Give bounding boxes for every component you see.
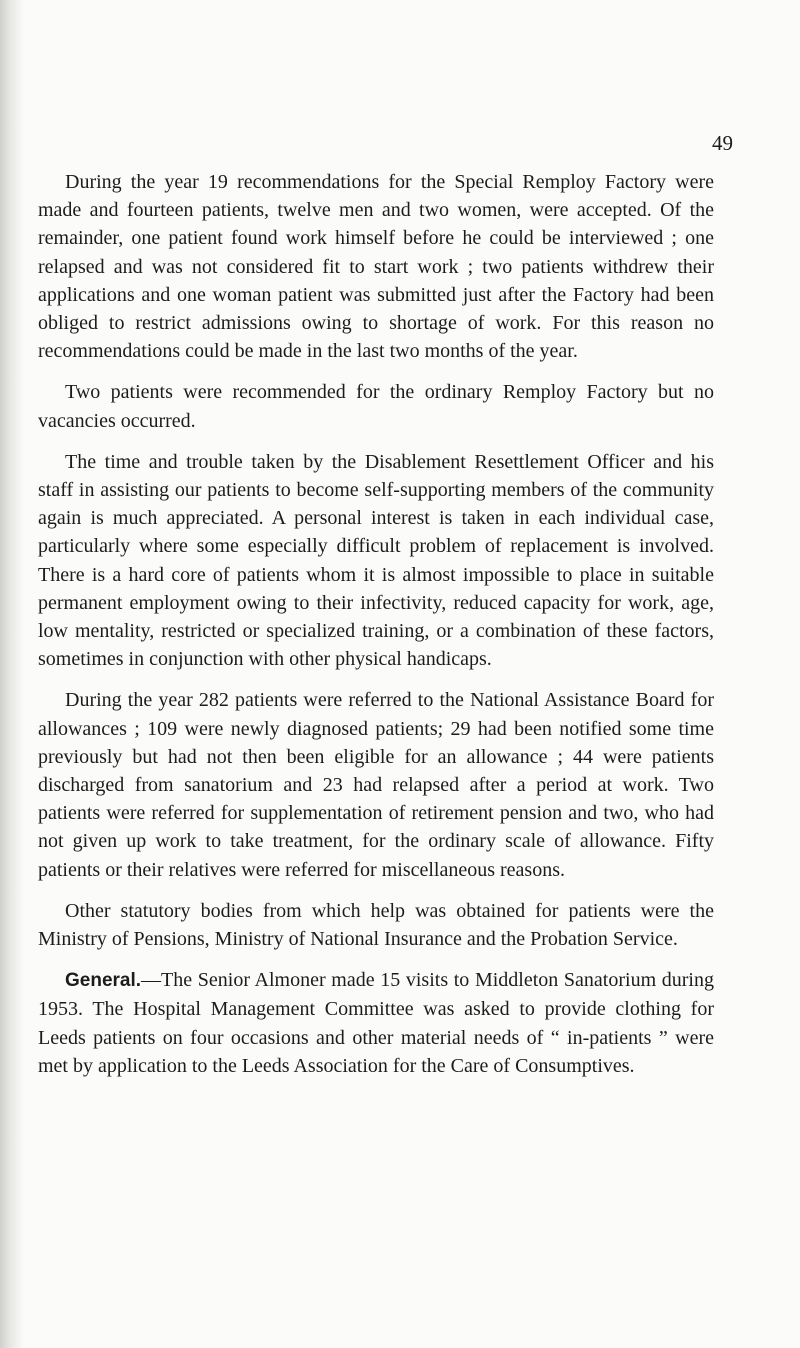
paragraph-general bbox=[38, 966, 714, 1080]
paragraph-statutory-bodies: Other statutory bodies from which help was obtained for patients were the Ministry of Pensions, Ministry of National Insurance and the Probation Service. bbox=[38, 899, 714, 951]
page-number: 49 bbox=[712, 131, 733, 155]
general-text: —The Senior Almoner made 15 visits to Middleton Sanatorium during 1953. The Hospital Management Committee was asked to provide clothing for Leeds patients on four occasions and other material needs of “ in-patients ” were met by application to the Leeds Association for the Care of Consumptives. bbox=[38, 969, 714, 1077]
document-body bbox=[38, 168, 714, 1093]
paragraph-remploy-special: During the year 19 recommendations for the Special Remploy Factory were made and fourteen patients, twelve men and two women, were accepted. Of the remainder, one patient found work himself before he could be interviewed ; one relapsed and was not considered fit to start work ; two patients withdrew their applications and one woman patient was submitted just after the Factory had been obliged to restrict admissions owing to shortage of work. For this reason no recommendations could be made in the last two months of the year. bbox=[38, 171, 714, 363]
paragraph-national-assistance: During the year 282 patients were referred to the National Assistance Board for allowances ; 109 were newly diagnosed patients; 29 had been notified some time previously but had not then been eligible for an allowance ; 44 were patients discharged from sanatorium and 23 had relapsed after a period at work. Two patients were referred for supplementation of retirement pension and two, who had not given up work to take treatment, for the ordinary scale of allowance. Fifty patients or their relatives were referred for miscellaneous reasons. bbox=[38, 689, 714, 881]
page-binding-edge bbox=[0, 0, 24, 1348]
paragraph-resettlement-officer: The time and trouble taken by the Disablement Resettlement Officer and his staff in assisting our patients to become self-supporting members of the community again is much appreciated. A personal interest is taken in each individual case, particularly where some especially difficult problem of replacement is involved. There is a hard core of patients whom it is almost impossible to place in suitable permanent employment owing to their infectivity, reduced capacity for work, age, low mentality, restricted or specialized training, or a combination of these factors, sometimes in conjunction with other physical handicaps. bbox=[38, 450, 714, 671]
paragraph-remploy-ordinary: Two patients were recommended for the ordinary Remploy Factory but no vacancies occurred. bbox=[38, 381, 714, 432]
section-heading-general: General. bbox=[65, 970, 142, 992]
